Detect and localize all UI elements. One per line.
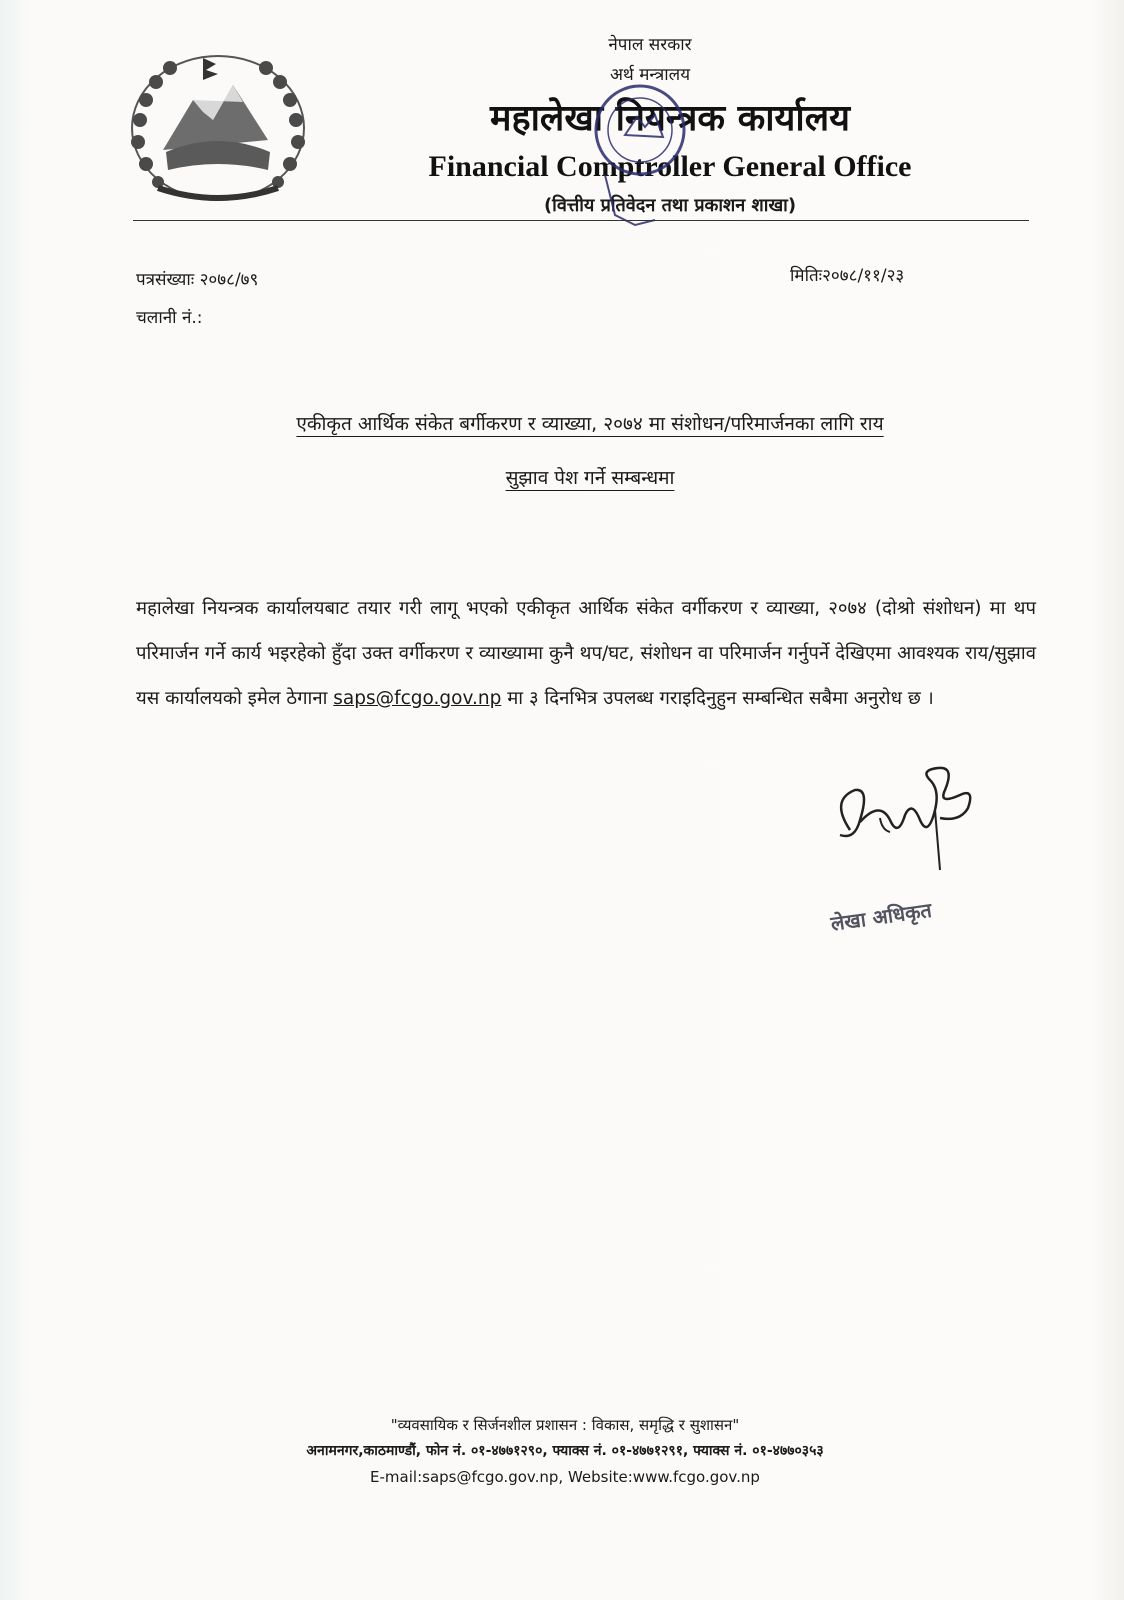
signatory-title: लेखा अधिकृत [829,897,934,936]
email-link[interactable]: saps@fcgo.gov.np [333,688,502,709]
footer-slogan: "व्यवसायिक र सिर्जनशील प्रशासन : विकास, समृद्धि र सुशासन" [390,1416,740,1434]
header-divider [133,220,1029,221]
subject-line-1: एकीकृत आर्थिक संकेत बर्गीकरण र व्याख्या, २०७४ मा संशोधन/परिमार्जनका लागि राय [296,413,884,435]
letter-date: मितिः२०७८/११/२३ [790,266,905,286]
footer-email-website[interactable]: E-mail:saps@fcgo.gov.np, Website:www.fcgo.gov.np [370,1468,760,1486]
section-name: (वित्तीय प्रतिवेदन तथा प्रकाशन शाखा) [543,195,797,216]
reference-number: पत्रसंख्याः २०७८/७९ [136,270,259,290]
footer-contact: अनामनगर,काठमाण्डौं, फोन नं. ०१-४७७१२९०, फ्याक्स नं. ०१-४७७१२९१, फ्याक्स नं. ०१-४७७०३५३ [306,1443,824,1459]
body-text-part-2: मा ३ दिनभित्र उपलब्ध गराइदिनुहुन सम्बन्धित सबैमा अनुरोध छ । [501,688,934,709]
dispatch-number: चलानी नं.: [136,308,203,328]
letter-body [136,586,1036,721]
office-name-english: Financial Comptroller General Office [428,150,912,183]
office-seal-icon [585,75,700,235]
ministry-name: अर्थ मन्त्रालय [609,65,691,85]
nepal-emblem-icon [118,40,318,210]
body-text-part-1: महालेखा नियन्त्रक कार्यालयबाट तयार गरी लागू भएको एकीकृत आर्थिक संकेत वर्गीकरण र व्याख्या, २०७४ (दोश्रो संशोधन) मा थप परिमार्जन गर्ने कार्य भइरहेको हुँदा उक्त वर्गीकरण र व्याख्यामा कुनै थप/घट, संशोधन वा परिमार्जन गर्नुपर्ने देखिएमा आवश्यक राय/सुझाव यस कार्यालयको इमेल ठेगाना [136,598,1036,709]
office-name-nepali: महालेखा नियन्त्रक कार्यालय [489,97,851,139]
subject-line-2: सुझाव पेश गर्ने सम्बन्धमा [505,467,675,489]
government-name: नेपाल सरकार [608,35,692,55]
